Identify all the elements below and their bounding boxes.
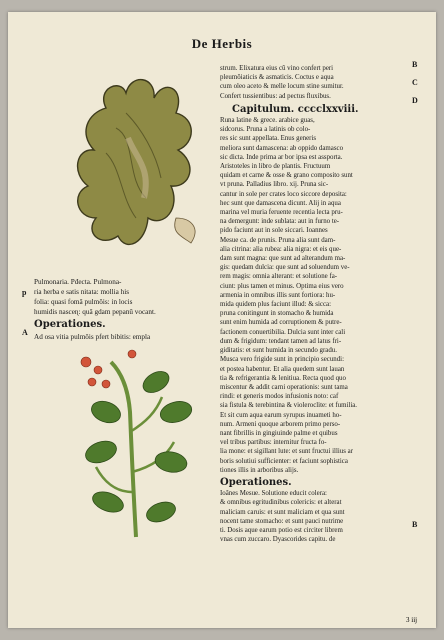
text-line: miscentur & addit carni operationis: sunt tama bbox=[220, 383, 348, 391]
text-line: ciunt: plus tamen et minus. Optima eius vero bbox=[220, 282, 344, 290]
caption-line: ria herba e satis nitata: mollia his bbox=[34, 288, 130, 296]
text-line: cum oleo aceto & melle locum stine sumitur. bbox=[220, 83, 344, 91]
text-line: et postea habentur. Et alia quedem sunt lauan bbox=[220, 365, 345, 373]
text-line: dum & frigidum: tendant tamen ad latus fri- bbox=[220, 337, 342, 345]
text-line: tiones illis in arboribus alijs. bbox=[220, 466, 299, 474]
book-page bbox=[8, 12, 436, 628]
text-line: tia & refrigerantia & lenitiua. Recta quod quo bbox=[220, 374, 346, 382]
chapter-heading: Capitulum. cccclxxviii. bbox=[232, 103, 359, 115]
text-line: Aristoteles in libro de plantis. Fructuum bbox=[220, 163, 331, 171]
caption-line: folia: quasi fomã pulmõis: in locis bbox=[34, 298, 133, 306]
text-line: nant fibrillis in gingiuinde palme et quibus bbox=[220, 429, 338, 437]
text-line: rem magis: omnia alterant: et solutione fa- bbox=[220, 273, 338, 281]
operationes-text: Ad osa vitia pulmõis pfert bibitis: empla bbox=[34, 333, 151, 341]
text-line: mida quidem plus faciunt illud: & sicca: bbox=[220, 301, 331, 309]
text-line: gis: quedam dulcia: que sunt ad soluendum ve- bbox=[220, 264, 350, 272]
text-line: sic dicta. Inde prima ar bor ipsa est assporta. bbox=[220, 153, 343, 161]
text-line: quidam et carne & osse & grano composito sunt bbox=[220, 172, 353, 180]
text-line: dam sunt magna: que sunt ad alterandum ma- bbox=[220, 255, 346, 263]
folio-number: 3 iij bbox=[406, 616, 418, 624]
text-line: vel tribus partibus: internitur fructa fo- bbox=[220, 439, 327, 447]
text-line: Ioãnes Mesue. Solutione educit colera: bbox=[220, 490, 327, 498]
text-line: pleumõiaticis & asmaticis. Coctus e aqua bbox=[220, 74, 334, 82]
marginal-marker: C bbox=[412, 78, 418, 87]
text-line: vt pruna. Palladius libro. xij. Pruna sic- bbox=[220, 181, 329, 189]
text-line: Runa latine & grece. arabice guas, bbox=[220, 117, 315, 125]
text-line: sia fistula & terebintina & violeroclite: et fumilia. bbox=[220, 402, 358, 410]
left-column bbox=[34, 277, 216, 342]
text-line: giditatis: et sunt humida in secundo gradu. bbox=[220, 347, 337, 355]
text-line: marina vel muria feruente recentia lecta pru- bbox=[220, 209, 343, 217]
text-line: Musca vero frigide sunt in principio secundi: bbox=[220, 356, 345, 364]
text-line: Mesue ca. de prunis. Pruna alia sunt dam- bbox=[220, 236, 336, 244]
text-line: res sic sunt appellata. Enus generis bbox=[220, 135, 317, 143]
caption-line: humidis nasceɳ: quã gdam pepanũ vocant. bbox=[34, 308, 156, 316]
text-line: meliora sunt damascena: ab oppido damasco bbox=[220, 144, 344, 152]
text-line: vnas cum zuccaro. Dyascorides capitu. de bbox=[220, 536, 336, 544]
text-line: factionem conuertibilia. Dulcia sunt inter cali bbox=[220, 328, 346, 336]
right-column bbox=[220, 64, 410, 544]
marginal-marker: B bbox=[412, 60, 418, 69]
text-line: lia mone: et sigillant lute: et sunt fructui illius ar bbox=[220, 448, 354, 456]
text-line: maliciam caruis: et sunt maliciam et qua sunt bbox=[220, 508, 345, 516]
text-line: num. Armeni quoque arborem primo perso- bbox=[220, 420, 341, 428]
text-line: sunt enim humida ad corruptionem & putre- bbox=[220, 319, 342, 327]
text-line: hec sunt que damascena dicunt. Alij in aqua bbox=[220, 199, 341, 207]
marginal-marker: D bbox=[412, 96, 418, 105]
text-line: sidcorus. Pruna a latinis ob colo- bbox=[220, 126, 311, 134]
text-line: nocent tame stomacho: et sunt pauci nutrime bbox=[220, 517, 344, 525]
pulmonaria-illustration bbox=[66, 68, 216, 278]
text-line: strum. Elixatura eius cũ vino confert peri bbox=[220, 65, 334, 72]
text-line: cantur in sole per crates loco siccore deposita: bbox=[220, 190, 347, 198]
text-line: ti. Dosis aque earum potio est circiter librem bbox=[220, 526, 343, 534]
text-line: alia citrina: alia rubea: alia nigra: et eis que- bbox=[220, 245, 342, 253]
marginal-marker: p bbox=[22, 288, 27, 297]
text-line: armenia in omnibus illis sunt fortiora: hu- bbox=[220, 291, 336, 299]
text-line: Et sit cum aqua earum syrupus inuameti ho- bbox=[220, 411, 342, 419]
text-line: pido faciunt aut in sole siccari. Ioannes bbox=[220, 227, 328, 235]
operationes-heading: Operationes. bbox=[34, 319, 106, 330]
page-header: De Herbis bbox=[191, 36, 253, 51]
text-line: na demergunt: inde sublata: aut in furno te- bbox=[220, 218, 340, 226]
operationes-heading: Operationes. bbox=[220, 476, 292, 488]
text-line: pruna conitingunt in stomacho & humida bbox=[220, 310, 334, 318]
text-line: & omnibus egritudinibus colericis: et alterat bbox=[220, 499, 342, 507]
text-line: Confert tussientibus: ad pectus fluxibus. bbox=[220, 92, 331, 100]
text-line: boris solutiui sufficienter: et faciunt sophistica bbox=[220, 457, 348, 465]
caption-line: Pulmonaria. Pđecta. Pulmona- bbox=[34, 278, 122, 286]
text-line: rindi: et generis modos infusionis noto: caf bbox=[220, 393, 339, 401]
plum-plant-illustration bbox=[66, 342, 206, 542]
marginal-marker: A bbox=[22, 328, 28, 337]
marginal-marker: B bbox=[412, 520, 418, 529]
